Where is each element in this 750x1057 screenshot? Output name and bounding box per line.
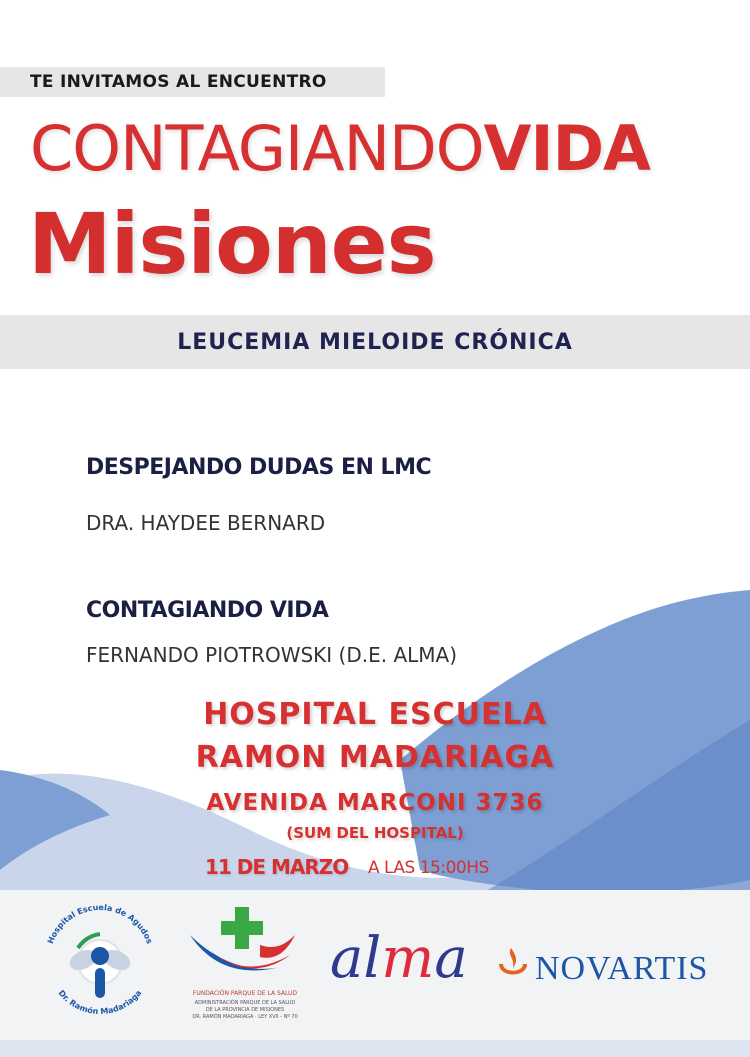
- alma-logo-heart: m: [381, 926, 435, 991]
- foundation-line-1: ADMINISTRACIÓN PARQUE DE LA SALUD: [194, 1000, 296, 1006]
- title-light: CONTAGIANDO: [30, 112, 484, 185]
- subtitle-text: LEUCEMIA MIELOIDE CRÓNICA: [177, 330, 573, 355]
- venue-line-2: RAMON MADARIAGA: [195, 740, 555, 775]
- bottom-strip: [0, 1040, 750, 1057]
- novartis-flame-icon: [493, 944, 533, 988]
- alma-logo: [330, 926, 468, 991]
- venue-room: (SUM DEL HOSPITAL): [286, 824, 464, 842]
- venue-address: AVENIDA MARCONI 3736: [206, 790, 544, 816]
- foundation-logo-icon: [185, 905, 305, 990]
- talk-1-speaker: DRA. HAYDEE BERNARD: [86, 511, 326, 535]
- hospital-logo-top-text: Hospital Escuela de Agudos: [45, 902, 155, 946]
- invite-text: TE INVITAMOS AL ENCUENTRO: [30, 72, 327, 92]
- event-location-title: Misiones: [28, 195, 436, 293]
- alma-logo-part-2: a: [434, 926, 468, 991]
- foundation-name: FUNDACIÓN PARQUE DE LA SALUD: [192, 990, 298, 997]
- foundation-subtext: [180, 1000, 310, 1021]
- hospital-logo-icon: [40, 890, 160, 1030]
- hospital-logo-bottom-text: Dr. Ramón Madariaga: [56, 988, 144, 1017]
- title-bold: VIDA: [483, 112, 651, 185]
- event-title: [30, 112, 650, 185]
- talk-1-title: DESPEJANDO DUDAS EN LMC: [86, 455, 432, 480]
- foundation-line-3: DR. RAMÓN MADARIAGA · LEY XVII - Nº 70: [192, 1014, 298, 1020]
- talk-2-speaker: FERNANDO PIOTROWSKI (D.E. ALMA): [86, 643, 458, 667]
- novartis-logo-text: NOVARTIS: [535, 950, 709, 987]
- talk-2-title: CONTAGIANDO VIDA: [86, 598, 329, 623]
- event-date: 11 DE MARZO: [205, 855, 349, 879]
- alma-logo-part-1: al: [330, 926, 382, 991]
- venue-line-1: HOSPITAL ESCUELA: [203, 697, 547, 732]
- foundation-line-2: DE LA PROVINCIA DE MISIONES: [205, 1007, 285, 1013]
- svg-text:Hospital Escuela de Agudos: [46, 903, 154, 945]
- event-time: A LAS 15:00HS: [368, 858, 489, 878]
